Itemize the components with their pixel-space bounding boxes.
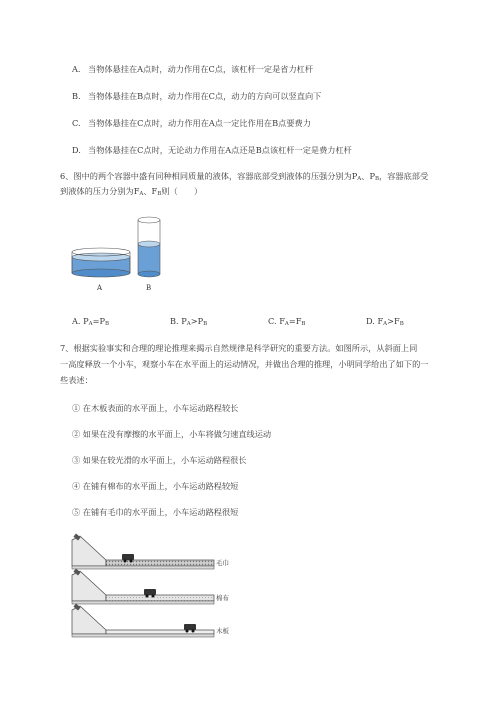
q5-option-c: C. 当物体悬挂在C点时，动力作用在A点一定比作用在B点要费力 — [72, 118, 311, 128]
ramp-label-towel: 毛巾 — [216, 559, 229, 567]
q6-option-d: D. FA>FB — [366, 316, 404, 327]
q6-option-c: C. FA=FB — [268, 316, 306, 327]
q6-containers-figure — [66, 212, 176, 297]
q5-option-a: A. 当物体悬挂在A点时，动力作用在C点，该杠杆一定是省力杠杆 — [72, 64, 314, 74]
q6-label-a: A — [97, 284, 103, 292]
q7-stem-line1: 7、根据实验事实和合理的理论推理来揭示自然规律是科学研究的重要方法。如图所示，从斜面上同 — [60, 343, 418, 353]
q6-option-a: A. PA=PB — [72, 316, 110, 327]
q7-statement-3: ③ 如果在较光滑的水平面上，小车运动路程很长 — [72, 455, 247, 465]
q7-statement-4: ④ 在铺有棉布的水平面上，小车运动路程较短 — [72, 481, 239, 491]
container-b — [138, 217, 160, 277]
q6-label-b: B — [146, 284, 152, 292]
ramp-label-wood: 木板 — [216, 627, 229, 635]
ramp-towel — [72, 534, 214, 569]
q7-stem-line2: 一高度释放一个小车，观察小车在水平面上的运动情况，并做出合理的推理，小明同学给出了如下的一 — [60, 359, 429, 369]
q5-option-d: D. 当物体悬挂在C点时，无论动力作用在A点还是B点该杠杆一定是费力杠杆 — [72, 145, 352, 155]
ramp-cloth — [72, 569, 214, 604]
q7-ramps-figure — [66, 530, 236, 640]
ramp-label-cloth: 棉布 — [216, 594, 229, 602]
container-a — [72, 248, 130, 277]
q6-stem-line1: 6、图中的两个容器中盛有同种相同质量的液体，容器底部受到液体的压强分别为PA、PB，容器底部受 — [60, 171, 429, 182]
q6-stem-line2: 到液体的压力分别为FA、FB则（ ） — [60, 186, 203, 197]
q6-option-b: B. PA>PB — [170, 316, 208, 327]
q7-statement-2: ② 如果在没有摩擦的水平面上，小车将做匀速直线运动 — [72, 429, 272, 439]
q7-stem-line3: 些表述： — [60, 375, 93, 385]
q5-option-b: B. 当物体悬挂在B点时，动力作用在C点，动力的方向可以竖直向下 — [72, 91, 322, 101]
ramp-wood — [72, 604, 214, 637]
q7-statement-5: ⑤ 在铺有毛巾的水平面上，小车运动路程很短 — [72, 507, 239, 517]
q7-statement-1: ① 在木板表面的水平面上，小车运动路程较长 — [72, 403, 239, 413]
